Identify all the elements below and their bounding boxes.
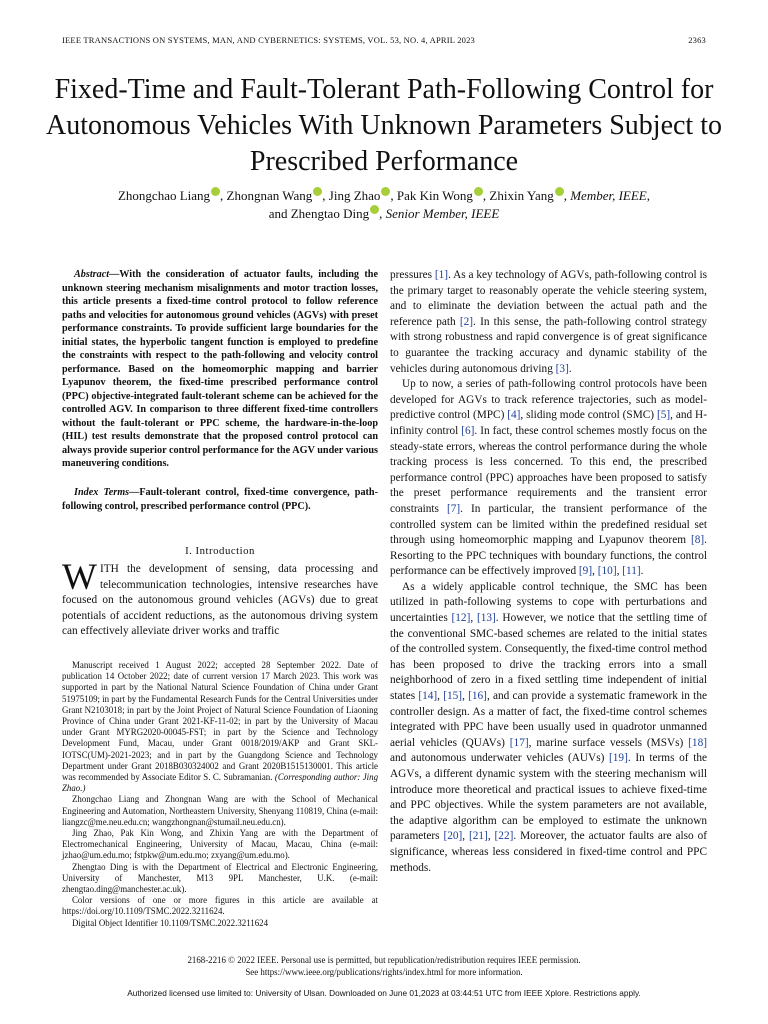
citation-link[interactable]: [5] [656, 409, 671, 422]
copyright-text: 2022 IEEE. Personal use is permitted, but republication/redistribution requires IEEE permission. [237, 955, 581, 965]
citation-link[interactable]: [11] [622, 565, 641, 578]
index-terms [62, 486, 378, 513]
citation-link[interactable]: [8] [690, 534, 705, 547]
orcid-icon[interactable] [555, 187, 564, 196]
paper-title: Fixed-Time and Fault-Tolerant Path-Following Control for Autonomous Vehicles With Unknown Parameters Subject to Prescribed Performance [46, 74, 722, 177]
footnotes [62, 660, 378, 929]
paragraph: pressures [1]. As a key technology of AGVs, path-following control is the primary target to reasonably operate the vehicle steering system, and to eliminate the deviation between the actual path and the reference path [2]. In this sense, the path-following control strategy with strong robustness and rapid convergence is of great significance to guarantee the tracking accuracy and dynamic stability of the vehicles during autonomous driving [3]. [390, 269, 707, 375]
introduction-text [62, 557, 378, 640]
intro-paragraph: ITH the development of sensing, data processing and telecommunication technologies, intensive researches have focused on the autonomous ground vehicles (AGVs) due to great potentials of accident reductions, as the autonomous driving system can effectively alleviate driver works and traffic [62, 563, 378, 638]
citation-link[interactable]: [1] [434, 269, 449, 281]
citation-link[interactable]: [12] [451, 612, 471, 625]
orcid-icon[interactable] [313, 187, 322, 196]
citation-link[interactable]: [3] [555, 362, 569, 375]
drop-cap: W [62, 557, 97, 598]
citation-link[interactable]: [15] [443, 690, 463, 703]
section-heading: I. Introduction [185, 545, 255, 557]
rights-link[interactable]: See https://www.ieee.org/publications/rights/index.html for more information. [245, 966, 523, 977]
citation-link[interactable]: [19] [609, 752, 628, 765]
citation-link[interactable]: [9] [578, 565, 593, 578]
journal-header: IEEE TRANSACTIONS ON SYSTEMS, MAN, AND CYBERNETICS: SYSTEMS, VOL. 53, NO. 4, APRIL 2023 [62, 35, 476, 45]
authorized-use-notice: Authorized licensed use limited to: University of Ulsan. Downloaded on June 01,2023 at 03:44:51 UTC from IEEE Xplore. Restrictions apply. [127, 988, 641, 998]
right-column-text [390, 268, 707, 876]
author-name: Zhongnan Wang [226, 188, 313, 203]
author-name: Zhengtao Ding [290, 206, 370, 221]
citation-link[interactable]: [18] [688, 736, 707, 749]
citation-link[interactable]: [13] [476, 612, 496, 625]
footnote-manuscript: Manuscript received 1 August 2022; accepted 28 September 2022. Date of publication 14 October 2022; date of current version 17 March 2023. This work was supported in part by the National Natural Science Foundation of China under Grant 51975109; in part by the Fundamental Research Funds for the Central Universities under Grant N2103018; in part by the Joint Project of Natural Science Foundation of Liaoning Province of China under Grant 2021-KF-11-02; in part by the University of Macau under Grant MYRG2020-00045-FST; in part by the Science and Technology Development Fund, Macau, under Grant 0018/2019/AKP and Grant SKL-IOTSC(UM)-2021-2023; and in part by the Guangdong Science and Technology Department under Grant 2018B030324002 and Grant 2020B1515130001. This article was recommended by Associate Editor S. C. Subramanian. [62, 660, 378, 783]
citation-link[interactable]: [10] [597, 565, 617, 578]
author-name: Zhixin Yang [489, 188, 554, 203]
abstract [62, 268, 378, 471]
footnote-doi: Digital Object Identifier 10.1109/TSMC.2022.3211624 [72, 917, 269, 928]
author-role: Senior Member, IEEE [385, 206, 500, 221]
author-list: Zhongchao Liang , Zhongnan Wang , Jing Zhao , Pak Kin Wong , Zhixin Yang , Member, IEEE, and Zhengtao Ding , Senior Member, IEEE [117, 188, 650, 221]
author-joiner: and [268, 206, 288, 221]
footnote-affiliation-1: Zhongchao Liang and Zhongnan Wang are with the School of Mechanical Engineering and Automation, Northeastern University, Shenyang 110819, China (e-mail: liangzc@me.neu.edu.cn; wangzhongnan@stumail.neu.edu.cn). [62, 794, 378, 827]
footnote-affiliation-2: Jing Zhao, Pak Kin Wong, and Zhixin Yang are with the Department of Electromechanical Engineering, University of Macau, Macau, China (e-mail: jzhao@um.edu.mo; fstpkw@um.edu.mo; zxyang@um.edu.mo). [62, 828, 378, 861]
copyright-footer [62, 955, 706, 978]
abstract-text: —With the consideration of actuator faults, including the unknown steering mechanism misalignments and motor traction losses, this article presents a fixed-time control protocol to follow reference paths and velocities for autonomous ground vehicles (AGVs) with preset performance constraints. To provide sufficient large boundaries for the initial states, the hyperbolic tangent function is employed to predefine the constraints with respect to the path-following and velocity control performance. Based on the homeomorphic mapping and barrier Lyapunov theorem, the fixed-time prescribed performance control (PPC) objective-integrated fault-tolerant scheme can be achieved for the controlled AGV. In comparison to three different fixed-time controllers without the fault-tolerant or PPC scheme, the hardware-in-the-loop (HIL) test results demonstrate that the proposed control protocol can always provide superior control performance for the AGV under various maneuvering conditions. [62, 269, 378, 469]
abstract-label: Abstract [74, 269, 110, 280]
running-header [62, 35, 706, 49]
footnote-color-versions: Color versions of one or more figures in this article are available at https://doi.org/10.1109/TSMC.2022.3211624. [62, 895, 378, 917]
author-name: Jing Zhao [328, 188, 381, 203]
copyright-icon: © [228, 955, 235, 965]
footnote-affiliation-3: Zhengtao Ding is with the Department of Electrical and Electronic Engineering, University of Manchester, M13 9PL Manchester, U.K. (e-mail: zhengtao.ding@manchester.ac.uk). [62, 861, 378, 895]
corresponding-author: (Corresponding author: Jing Zhao.) [62, 772, 379, 794]
author-role: Member, IEEE [570, 188, 647, 203]
index-terms-label: Index Terms [74, 487, 130, 498]
citation-link[interactable]: [4] [507, 409, 521, 422]
paragraph: Up to now, a series of path-following control protocols have been developed for AGVs to track reference trajectories, such as model-predictive control (MPC) [4], sliding mode control (SMC) [5], and H-infinity control [6]. In fact, these control schemes mostly focus on the steady-state errors, whereas the control performance during the whole tracking process is less concerned. To this end, the prescribed performance control (PPC) approaches have been proposed to satisfy the preset performance requirements and the transient error constraints [7]. In particular, the transient performance of the controlled system can be limited within the predefined residual set through using homeomorphic mapping and Lyapunov theorem [8]. Resorting to the PPC techniques with boundary functions, the control performance can be effectively improved [9], [10], [11]. [390, 378, 707, 578]
author-name: Pak Kin Wong [396, 188, 473, 203]
citation-link[interactable]: [21] [469, 830, 488, 843]
index-terms-text: —Fault-tolerant control, fixed-time convergence, path-following control, prescribed performance control (PPC). [62, 487, 378, 512]
citation-link[interactable]: [6] [461, 424, 475, 437]
issn: 2168-2216 [187, 955, 226, 965]
citation-link[interactable]: [7] [446, 502, 461, 515]
citation-link[interactable]: [16] [468, 690, 487, 703]
paragraph: As a widely applicable control technique, the SMC has been utilized in path-following systems to cope with perturbations and uncertainties [12], [13]. However, we notice that the settling time of the conventional SMC-based schemes are related to the initial states of the controlled system. Consequently, the fixed-time control method has been proposed to drive the tracking errors into a small neighborhood of zero in a fixed settling time independent of initial states [14], [15], [16], and can provide a systematic framework in the controller design. As a matter of fact, the fixed-time control schemes integrated with PPC have been usually used in quadrotor unmanned aerial vehicles (QUAVs) [17], marine surface vessels (MSVs) [18] and autonomous underwater vehicles (AUVs) [19]. In terms of the AGVs, a different dynamic system with the steering mechanism will introduce more theoretical and practical issues to achieve fixed-time and PPC objectives. While the system parameters are not available, the adaptive algorithm can be employed to estimate the unknown parameters [20], [21], [22]. Moreover, the actuator faults are also of significance, whereas less considered in fixed-time control and PPC methods. [390, 580, 708, 874]
citation-link[interactable]: [2] [459, 315, 474, 328]
citation-link[interactable]: [22] [494, 830, 514, 843]
citation-link[interactable]: [20] [443, 830, 463, 843]
orcid-icon[interactable] [370, 205, 379, 214]
citation-link[interactable]: [14] [418, 690, 438, 703]
citation-link[interactable]: [17] [509, 736, 529, 749]
orcid-icon[interactable] [211, 187, 220, 196]
author-name: Zhongchao Liang [117, 188, 211, 203]
orcid-icon[interactable] [474, 187, 483, 196]
orcid-icon[interactable] [381, 187, 390, 196]
page-number: 2363 [688, 35, 706, 45]
